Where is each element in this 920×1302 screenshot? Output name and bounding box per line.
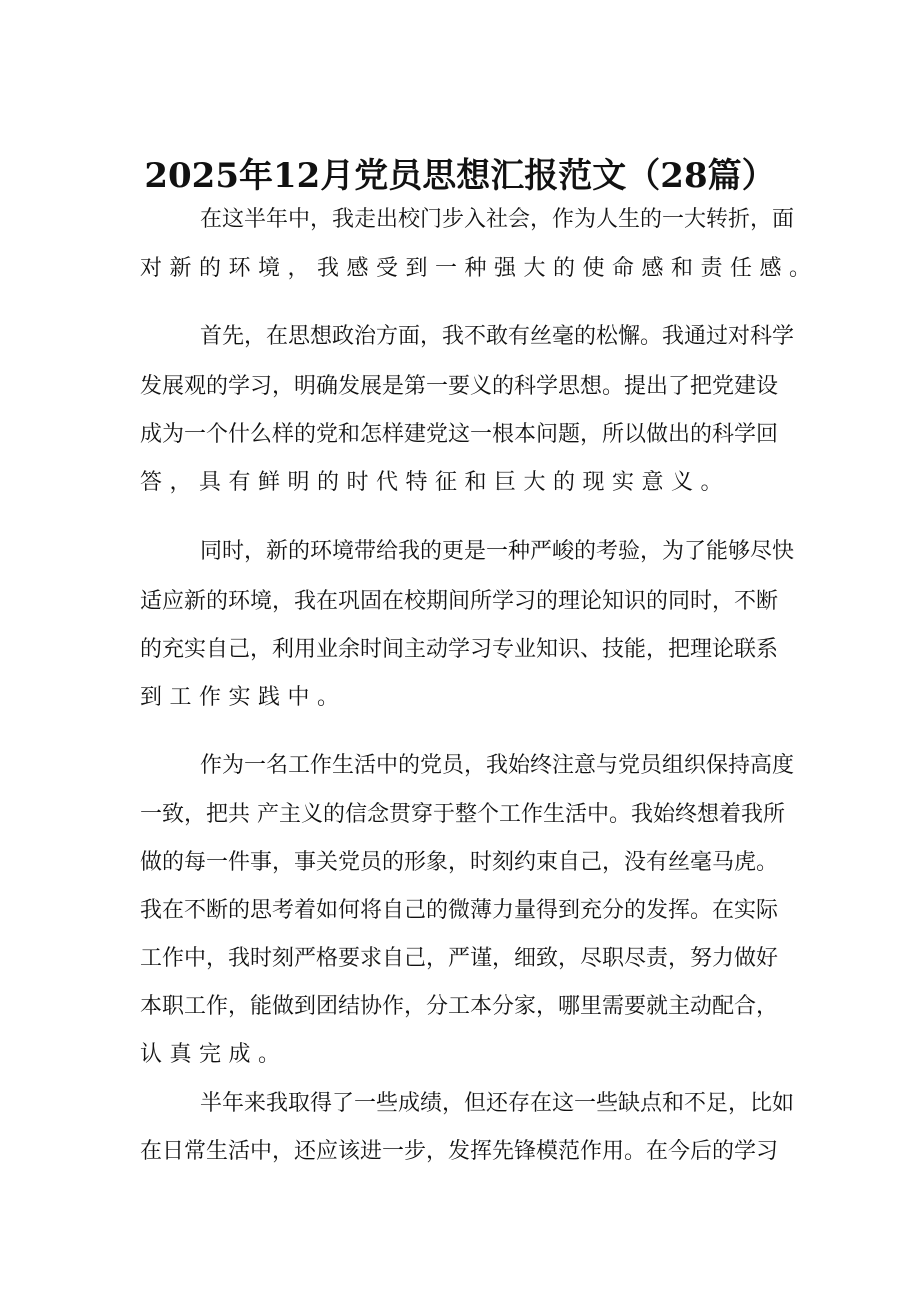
document-title: 2025年12月党员思想汇报范文（28篇） [144,156,776,196]
text-line: 答，具有鲜明的时代特征和巨大的现实意义。 [140,470,731,495]
text-line: 本职工作，能做到团结协作，分工本分家，哪里需要就主动配合， [140,994,779,1019]
text-line: 我在不断的思考着如何将自己的微薄力量得到充分的发挥。在实际 [140,898,779,923]
text-line: 发展观的学习，明确发展是第一要义的科学思想。提出了把党建设 [140,374,779,399]
text-line: 认真完成。 [140,1042,288,1067]
text-line: 一致，把共 产主义的信念贯穿于整个工作生活中。我始终想着我所 [140,802,785,827]
text-line: 适应新的环境，我在巩固在校期间所学习的理论知识的同时，不断 [140,589,779,614]
text-line: 成为一个什么样的党和怎样建党这一根本问题，所以做出的科学回 [140,422,779,447]
text-line: 的充实自己，利用业余时间主动学习专业知识、技能，把理论联系 [140,637,779,662]
text-line: 工作中，我时刻严格要求自己，严谨，细致，尽职尽责，努力做好 [140,946,779,971]
text-line: 作为一名工作生活中的党员，我始终注意与党员组织保持高度 [200,753,795,778]
text-line: 做的每一件事，事关党员的形象，时刻约束自己，没有丝毫马虎。 [140,850,779,875]
text-line: 半年来我取得了一些成绩，但还存在这一些缺点和不足，比如 [200,1091,795,1116]
text-line: 对新的环境，我感受到一种强大的使命感和责任感。 [140,256,819,281]
text-line: 到工作实践中。 [140,685,347,710]
text-line: 同时，新的环境带给我的更是一种严峻的考验，为了能够尽快 [200,539,795,564]
text-line: 首先，在思想政治方面，我不敢有丝毫的松懈。我通过对科学 [200,324,795,349]
text-line: 在日常生活中，还应该进一步，发挥先锋模范作用。在今后的学习 [140,1139,779,1164]
text-line: 在这半年中，我走出校门步入社会，作为人生的一大转折，面 [200,207,795,232]
